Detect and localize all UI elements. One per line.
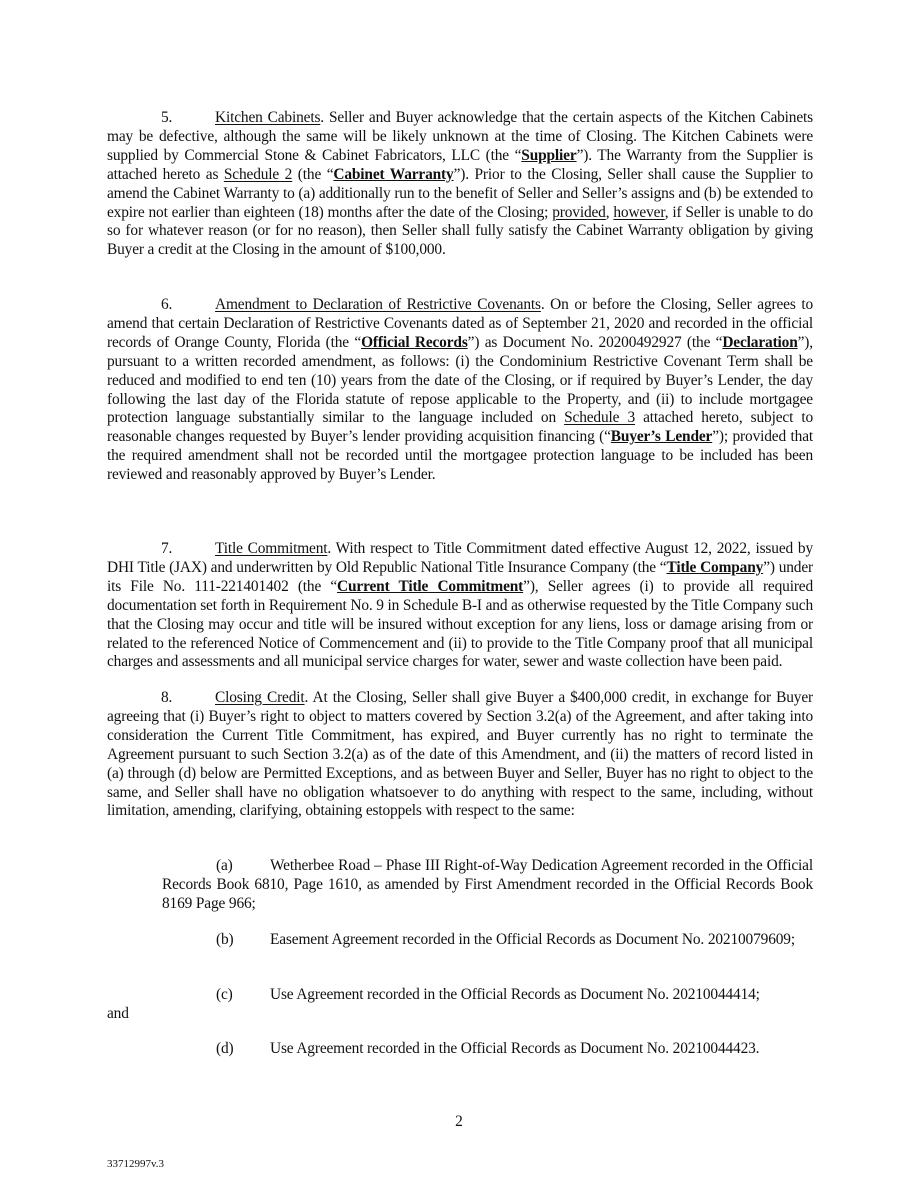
section-text: attached hereto, subject to reasonable changes requested by Buyer’s lender providing acquisition financing (“ [107, 409, 813, 446]
section-text: ”); provided that the required amendment shall not be recorded until the mortgagee protection language to be included has been reviewed and reasonably approved by Buyer’s Lender. [107, 428, 814, 484]
defined-term: Schedule 2 [223, 165, 293, 183]
section-text: , if Seller is unable to do so for whatever reason (or for no reason), then Seller shall fully satisfy the Cabinet Warranty obligation by giving Buyer a credit at the Closing in the amount of $100,000. [107, 203, 813, 259]
defined-term: Schedule 3 [564, 409, 635, 427]
subitem-label: (d) [216, 1040, 234, 1057]
subitem-a [162, 857, 813, 914]
section-text: (the “ [292, 165, 334, 183]
document-id: 33712997v.3 [107, 1158, 165, 1170]
subitem-b [162, 931, 813, 950]
section-5 [107, 109, 813, 260]
section-text: ”), Seller agrees (i) to provide all required documentation set forth in Requirement No. 9 in Schedule B-I and as otherwise requested by the Title Company such that the Closing may occur and title will be insured without exception for any liens, loss or damage arising from or related to the referenced Notice of Commencement and (ii) to provide to the Title Company proof that all municipal charges and assessments and all municipal service charges for water, sewer and waste collection have been paid. [107, 577, 814, 671]
defined-term: Declaration [722, 333, 798, 351]
subitem-text: Use Agreement recorded in the Official Records as Document No. 20210044414; [270, 986, 760, 1003]
defined-term: Title Company [666, 558, 764, 576]
page-number: 2 [455, 1113, 463, 1130]
subitem-label: (b) [216, 931, 234, 948]
subitem-d [162, 1040, 813, 1059]
subitem-label: (c) [216, 986, 233, 1003]
subitem-text: Use Agreement recorded in the Official Records as Document No. 20210044423. [270, 1040, 760, 1057]
section-text: . With respect to Title Commitment dated effective August 12, 2022, issued by DHI Title (JAX) and underwritten by Old Republic National Title Insurance Company (the “ [107, 540, 814, 576]
section-number: 6. [161, 296, 173, 313]
subitem-c-trail: and [107, 1005, 129, 1022]
section-number: 5. [161, 109, 173, 126]
section-text: . At the Closing, Seller shall give Buyer a $400,000 credit, in exchange for Buyer agreeing that (i) Buyer’s right to object to matters covered by Section 3.2(a) of the Agreement, and after taking into consideration the Current Title Commitment, has expired, and Buyer currently has no right to terminate the Agreement pursuant to such Section 3.2(a) as of the date of this Amendment, and (ii) the matters of record listed in (a) through (d) below are Permitted Exceptions, and as between Buyer and Seller, Buyer has no right to object to the same, and Seller shall have no obligation whatsoever to do anything with respect to the same, including, without limitation, amending, clarifying, obtaining estoppels with respect to the same: [107, 689, 813, 820]
section-text: ”) under its File No. 111-221401402 (the “ [107, 558, 813, 595]
section-7 [107, 540, 813, 672]
section-text: ”). Prior to the Closing, Seller shall cause the Supplier to amend the Cabinet Warranty to (a) additionally run to the benefit of Seller and Seller’s assigns and (b) be extended to expire not earlier than eighteen (18) months after the date of the Closing; [107, 165, 813, 221]
section-text: . Seller and Buyer acknowledge that the certain aspects of the Kitchen Cabinets may be defective, although the same will be likely unknown at the time of Closing. The Kitchen Cabinets were supplied by Commercial Stone & Cabinet Fabricators, LLC (the “ [107, 109, 813, 164]
defined-term: Current Title Commitment [337, 577, 524, 595]
defined-term: provided [552, 203, 606, 221]
section-text: ”) as Document No. 20200492927 (the “ [467, 333, 723, 351]
defined-term: Closing Credit [215, 689, 305, 706]
section-text: . On or before the Closing, Seller agrees to amend that certain Declaration of Restrictive Covenants dated as of September 21, 2020 and recorded in the official records of Orange County, Florida (the “ [107, 296, 813, 351]
defined-term: Kitchen Cabinets [215, 109, 321, 126]
defined-term: Supplier [521, 146, 577, 164]
subitem-label: (a) [216, 857, 233, 874]
subitem-text: Easement Agreement recorded in the Official Records as Document No. 20210079609; [270, 931, 795, 948]
section-text: , [605, 203, 614, 221]
defined-term: Official Records [361, 333, 468, 351]
section-text: ”). The Warranty from the Supplier is attached hereto as [107, 146, 813, 183]
section-text: ”), pursuant to a written recorded amendment, as follows: (i) the Condominium Restrictive Covenant Term shall be reduced and modified to end ten (10) years from the date of the Closing, or if required by Buyer’s Lender, the day following the last day of the Florida statute of repose applicable to the Property, and (ii) to include mortgagee protection language substantially similar to the language included on [107, 333, 813, 427]
defined-term: Title Commitment [215, 540, 328, 557]
defined-term: Cabinet Warranty [333, 165, 454, 183]
subitem-text: Wetherbee Road – Phase III Right-of-Way Dedication Agreement recorded in the Official Records Book 6810, Page 1610, as amended by First Amendment recorded in the Official Records Book 8169 Page 966; [162, 857, 813, 912]
subitem-c [162, 986, 813, 1005]
section-number: 7. [161, 540, 173, 557]
defined-term: however [613, 203, 665, 221]
section-6 [107, 296, 813, 485]
defined-term: Amendment to Declaration of Restrictive Covenants [215, 296, 541, 313]
section-number: 8. [161, 689, 173, 706]
defined-term: Buyer’s Lender [610, 428, 713, 446]
section-8 [107, 689, 813, 821]
